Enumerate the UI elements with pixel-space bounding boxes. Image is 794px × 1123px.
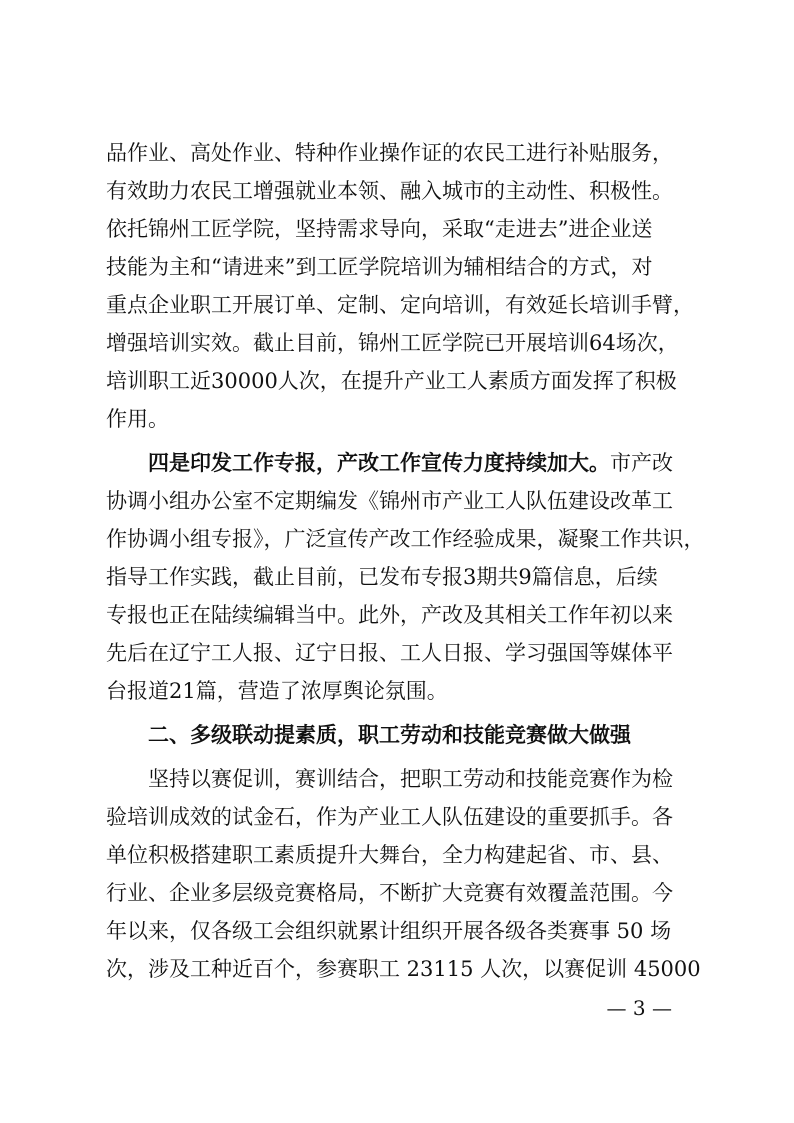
body-line: 增强培训实效。截止目前，锦州工匠学院已开展培训64场次，: [106, 331, 679, 355]
paragraph-text: 市产改: [610, 451, 673, 475]
body-line: 依托锦州工匠学院，坚持需求导向，采取“走进去”进企业送: [106, 217, 653, 241]
body-line: 协调小组办公室不定期编发《锦州市产业工人队伍建设改革工: [106, 489, 673, 513]
body-line: 单位积极搭建职工素质提升大舞台，全力构建起省、市、县、: [106, 843, 673, 867]
body-line: 验培训成效的试金石，作为产业工人队伍建设的重要抓手。各: [106, 805, 673, 829]
body-line: 专报也正在陆续编辑当中。此外，产改及其相关工作年初以来: [106, 603, 673, 627]
body-text: [106, 134, 705, 988]
page-number: — 3 —: [606, 996, 672, 1020]
body-line: 作用。: [106, 407, 169, 431]
body-line: 台报道21篇，营造了浓厚舆论氛围。: [106, 679, 448, 703]
body-line: 次，涉及工种近百个，参赛职工 23115 人次，以赛促训 45000: [106, 957, 701, 981]
body-line: 技能为主和“请进来”到工匠学院培训为辅相结合的方式，对: [106, 255, 653, 279]
body-line: 先后在辽宁工人报、辽宁日报、工人日报、学习强国等媒体平: [106, 641, 673, 665]
body-line: 指导工作实践，截止目前，已发布专报3期共9篇信息，后续: [106, 565, 658, 589]
body-line: 作协调小组专报》，广泛宣传产改工作经验成果，凝聚工作共识，: [106, 527, 705, 551]
body-line: 坚持以赛促训，赛训结合，把职工劳动和技能竞赛作为检: [148, 767, 673, 791]
paragraph-heading: 四是印发工作专报，产改工作宣传力度持续加大。: [148, 450, 610, 475]
paragraph-first-line: [106, 444, 688, 482]
body-line: 年以来，仅各级工会组织就累计组织开展各级各类赛事 50 场: [106, 919, 672, 943]
body-line: 有效助力农民工增强就业本领、融入城市的主动性、积极性。: [106, 179, 673, 203]
section-heading: 二、多级联动提素质，职工劳动和技能竞赛做大做强: [148, 722, 631, 747]
body-line: 重点企业职工开展订单、定制、定向培训，有效延长培训手臂，: [106, 293, 694, 317]
body-line: 行业、企业多层级竞赛格局，不断扩大竞赛有效覆盖范围。今: [106, 881, 673, 905]
body-line: 培训职工近30000人次，在提升产业工人素质方面发挥了积极: [106, 369, 677, 393]
body-line: 品作业、高处作业、特种作业操作证的农民工进行补贴服务，: [106, 141, 673, 165]
